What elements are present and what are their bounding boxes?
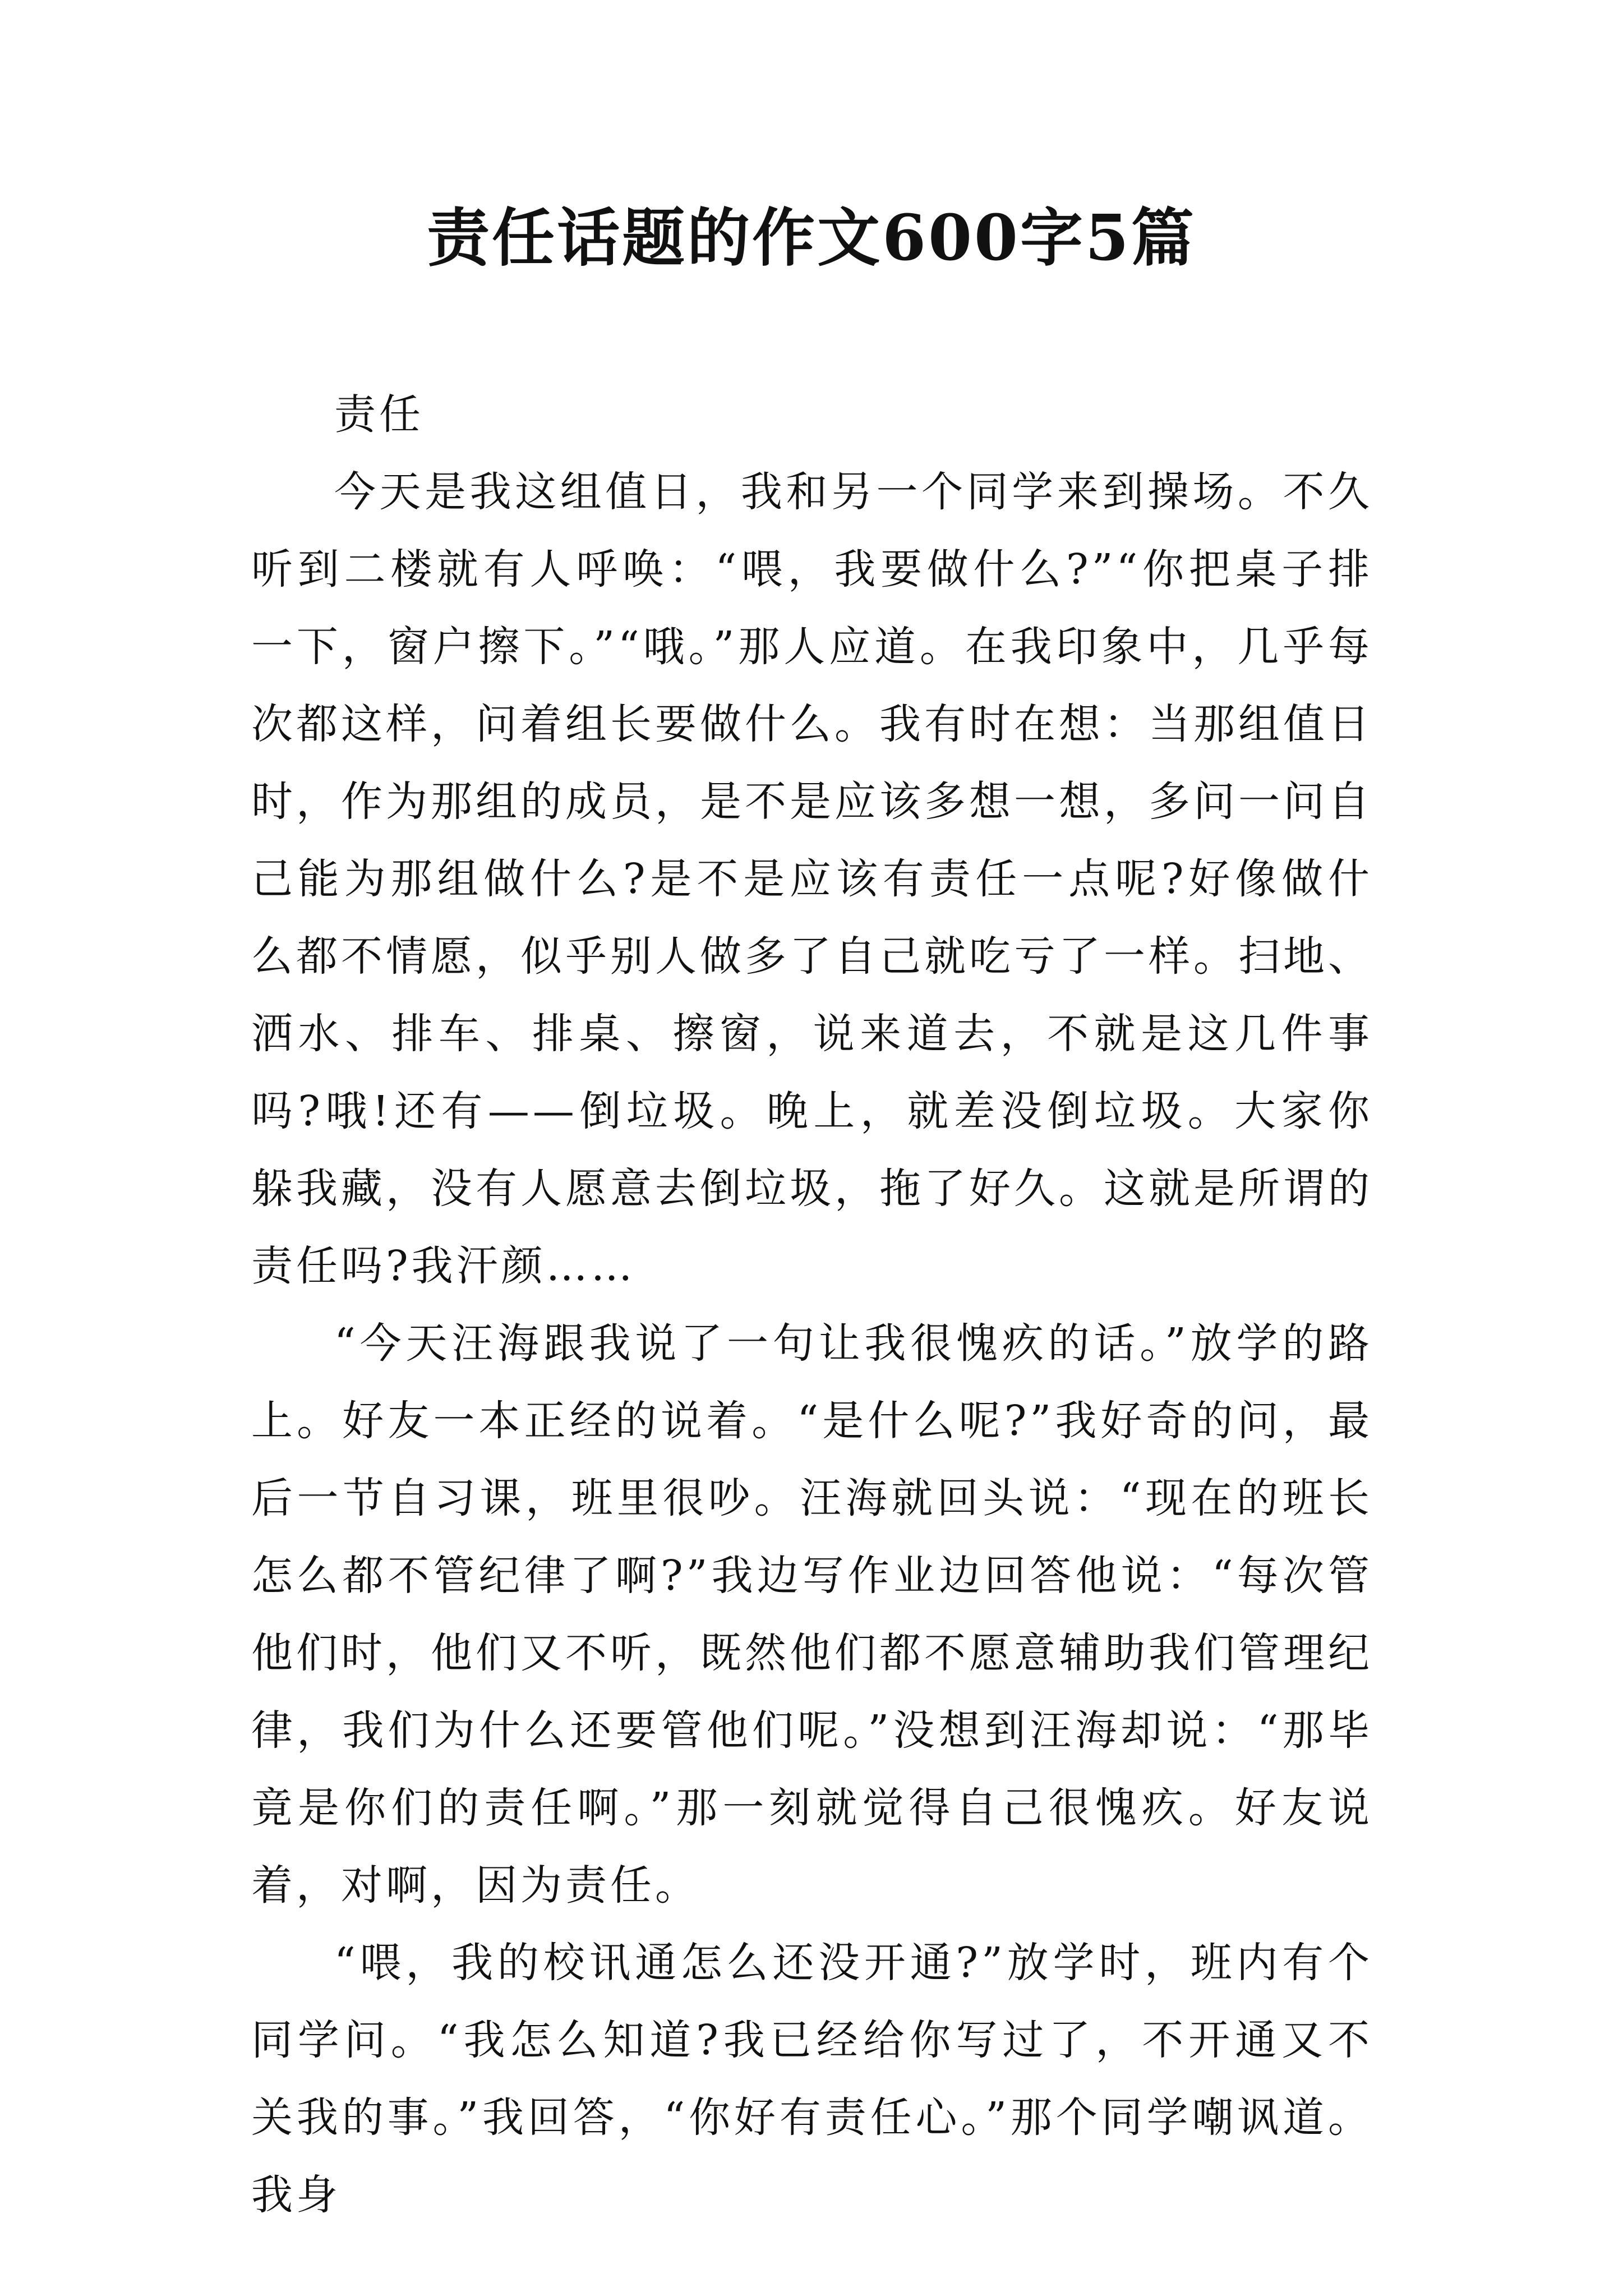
section-heading: 责任 (334, 390, 424, 439)
document-title: 责任话题的作文600字5篇 (427, 201, 1196, 275)
document-body (251, 376, 1373, 2234)
paragraph-2: “今天汪海跟我说了一句让我很愧疚的话。”放学的路上。好友一本正经的说着。“是什么呢?”我好奇的问，最后一节自习课，班里很吵。汪海就回头说：“现在的班长怎么都不管纪律了啊?”我边写作业边回答他说：“每次管他们时，他们又不听，既然他们都不愿意辅助我们管理纪律，我们为什么还要管他们呢。”没想到汪海却说：“那毕竟是你们的责任啊。”那一刻就觉得自己很愧疚。好友说着，对啊，因为责任。 (251, 1319, 1373, 1910)
paragraph-1: 今天是我这组值日，我和另一个同学来到操场。不久听到二楼就有人呼唤：“喂，我要做什么?”“你把桌子排一下，窗户擦下。”“哦。”那人应道。在我印象中，几乎每次都这样，问着组长要做什么。我有时在想：当那组值日时，作为那组的成员，是不是应该多想一想，多问一问自己能为那组做什么?是不是应该有责任一点呢?好像做什么都不情愿，似乎别人做多了自己就吃亏了一样。扫地、洒水、排车、排桌、擦窗，说来道去，不就是这几件事吗?哦!还有——倒垃圾。晚上，就差没倒垃圾。大家你躲我藏，没有人愿意去倒垃圾，拖了好久。这就是所谓的责任吗?我汗颜…… (251, 468, 1373, 1290)
paragraph-3: “喂，我的校讯通怎么还没开通?”放学时，班内有个同学问。“我怎么知道?我已经给你写过了，不开通又不关我的事。”我回答，“你好有责任心。”那个同学嘲讽道。我身 (251, 1939, 1373, 2219)
